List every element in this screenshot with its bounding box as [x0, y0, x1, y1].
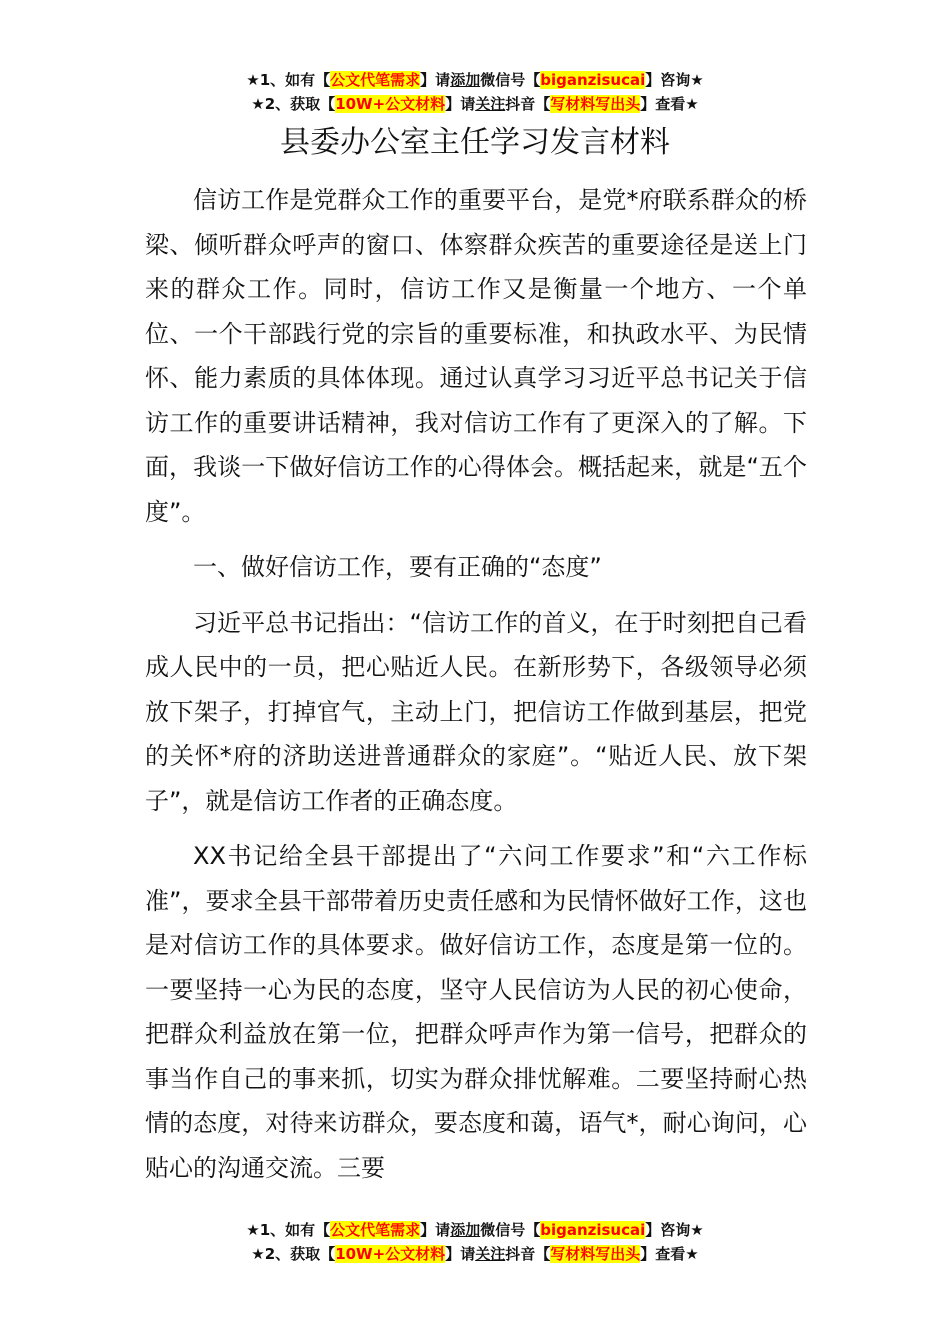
promo-text: 】请: [445, 1245, 476, 1263]
promo-text: 微信号【: [480, 1221, 541, 1239]
promo-wechat-id: biganzisucai: [540, 71, 646, 89]
promo-douyin-id: 写材料写出头: [550, 95, 641, 113]
promo-wechat-id: biganzisucai: [540, 1221, 646, 1239]
promo-underline: 关注: [475, 1245, 506, 1263]
promo-underline: 添加: [450, 71, 481, 89]
promo-text: 】查看★: [640, 1245, 699, 1263]
promo-line-1: [0, 1218, 950, 1242]
promo-banner-top: [0, 68, 950, 116]
promo-line-1: [0, 68, 950, 92]
paragraph: 习近平总书记指出：“信访工作的首义，在于时刻把自己看成人民中的一员，把心贴近人民。在新形势下，各级领导必须放下架子，打掉官气，主动上门，把信访工作做到基层，把党的关怀*府的济助送进普通群众的家庭”。“贴近人民、放下架子”，就是信访工作者的正确态度。: [145, 608, 807, 815]
promo-text: 】请: [420, 71, 451, 89]
promo-douyin-id: 写材料写出头: [550, 1245, 641, 1263]
promo-text: 】查看★: [640, 95, 699, 113]
promo-text: 抖音【: [505, 95, 551, 113]
promo-text: 】咨询★: [645, 1221, 704, 1239]
promo-highlight: 公文代笔需求: [330, 71, 421, 89]
promo-line-2: [0, 1242, 950, 1266]
promo-text: 微信号【: [480, 71, 541, 89]
promo-text: 】请: [420, 1221, 451, 1239]
promo-underline: 添加: [450, 1221, 481, 1239]
promo-text: ★1、如有【: [246, 71, 331, 89]
section-heading: 一、做好信访工作，要有正确的“态度”: [193, 553, 602, 581]
paragraph: XX书记给全县干部提出了“六问工作要求”和“六工作标准”，要求全县干部带着历史责任感和为民情怀做好工作，这也是对信访工作的具体要求。做好信访工作，态度是第一位的。一要坚持一心为民的态度，坚守人民信访为人民的初心使命，把群众利益放在第一位，把群众呼声作为第一信号，把群众的事当作自己的事来抓，切实为群众排忧解难。二要坚持耐心热情的态度，对待来访群众，要态度和蔼，语气*，耐心询问，心贴心的沟通交流。三要: [145, 842, 807, 1182]
promo-text: 】咨询★: [645, 71, 704, 89]
document-body: [145, 178, 807, 1201]
promo-text: 抖音【: [505, 1245, 551, 1263]
promo-banner-bottom: [0, 1218, 950, 1266]
promo-highlight: 10W+公文材料: [335, 1245, 446, 1263]
paragraph: 信访工作是党群众工作的重要平台，是党*府联系群众的桥梁、倾听群众呼声的窗口、体察群众疾苦的重要途径是送上门来的群众工作。同时，信访工作又是衡量一个地方、一个单位、一个干部践行党的宗旨的重要标准，和执政水平、为民情怀、能力素质的具体体现。通过认真学习习近平总书记关于信访工作的重要讲话精神，我对信访工作有了更深入的了解。下面，我谈一下做好信访工作的心得体会。概括起来，就是“五个度”。: [145, 186, 807, 526]
promo-underline: 关注: [475, 95, 506, 113]
promo-line-2: [0, 92, 950, 116]
promo-highlight: 公文代笔需求: [330, 1221, 421, 1239]
document-title: 县委办公室主任学习发言材料: [280, 125, 670, 160]
promo-highlight: 10W+公文材料: [335, 95, 446, 113]
promo-text: ★1、如有【: [246, 1221, 331, 1239]
promo-text: ★2、获取【: [251, 95, 336, 113]
promo-text: 】请: [445, 95, 476, 113]
promo-text: ★2、获取【: [251, 1245, 336, 1263]
